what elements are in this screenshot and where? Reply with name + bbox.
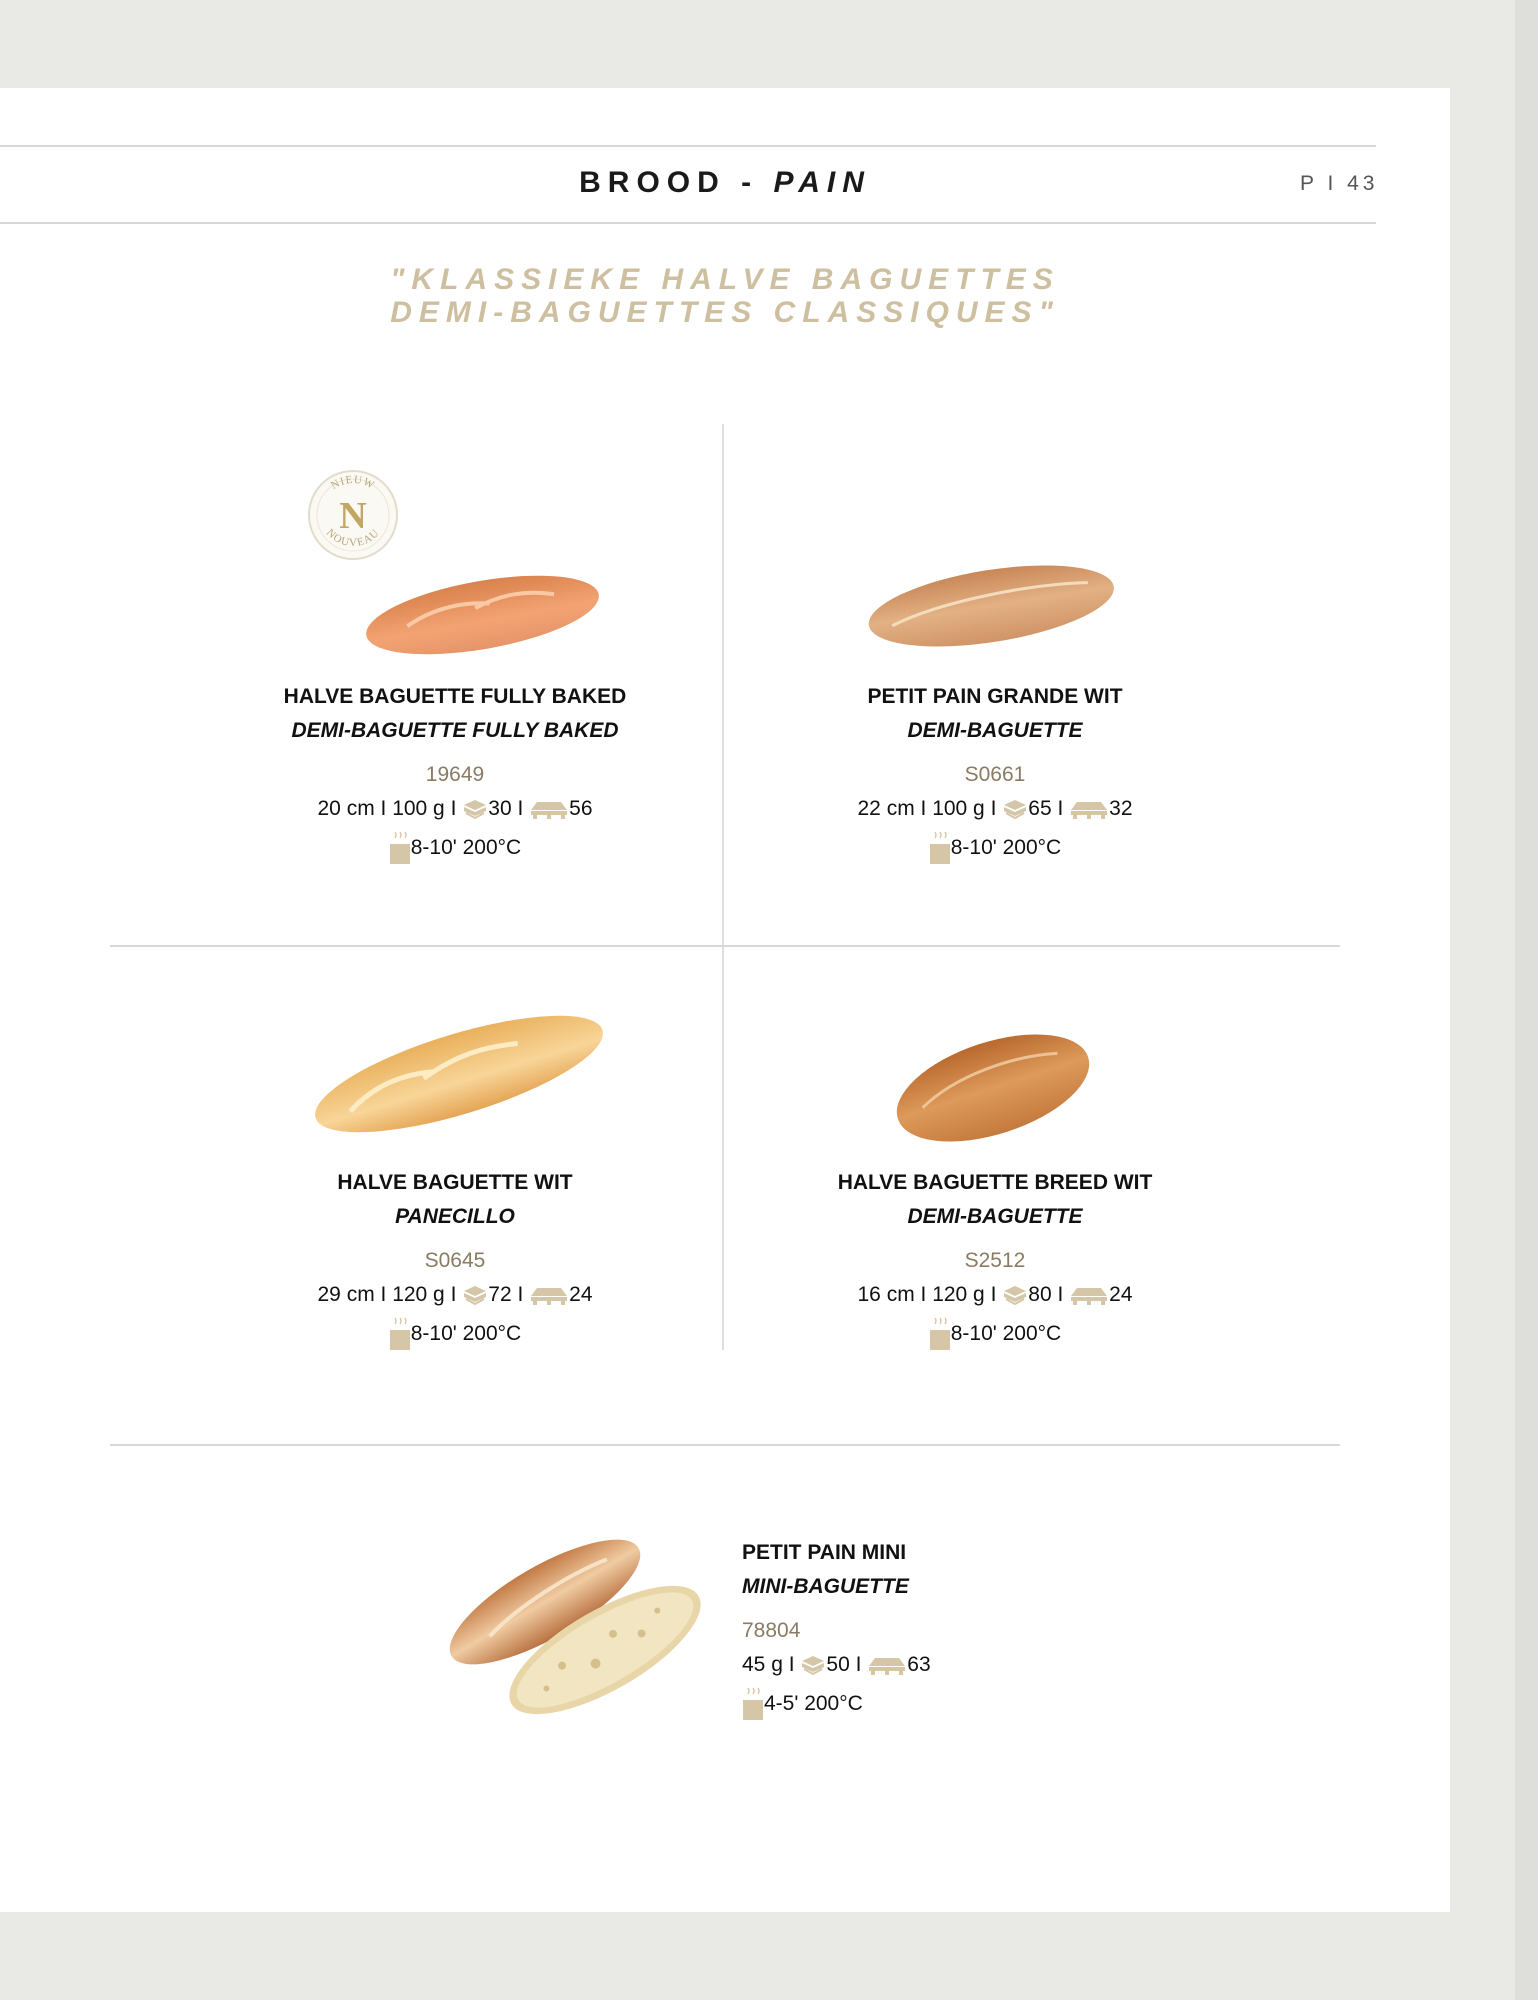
badge-top-text: NIEUW xyxy=(329,473,377,492)
product-size: 45 g I xyxy=(742,1653,795,1676)
box-icon xyxy=(1002,797,1028,821)
subtitle-line-2: DEMI-BAGUETTES CLASSIQUES" xyxy=(390,296,1060,329)
bake-time: 8-10' 200°C xyxy=(410,1322,522,1345)
product-card xyxy=(180,1166,730,1354)
page-number: P I 43 xyxy=(1300,172,1379,195)
product-name-fr: PANECILLO xyxy=(395,1205,515,1228)
box-icon xyxy=(800,1653,826,1677)
pallet-count: 56 xyxy=(569,797,593,820)
pallet-count: 32 xyxy=(1109,797,1133,820)
product-name-fr: MINI-BAGUETTE xyxy=(742,1575,909,1598)
pallet-count: 24 xyxy=(569,1283,593,1306)
oven-icon xyxy=(389,830,411,866)
box-count: 65 I xyxy=(1028,797,1064,820)
badge-bottom-text: NOUVEAU xyxy=(323,526,383,550)
subtitle-line-1: "KLASSIEKE HALVE BAGUETTES xyxy=(390,263,1060,296)
product-specs xyxy=(742,1646,1142,1684)
header-bottom-rule xyxy=(0,222,1376,224)
bread-image-4 xyxy=(890,1025,1096,1151)
product-specs xyxy=(180,790,730,828)
product-name: HALVE BAGUETTE BREED WIT xyxy=(837,1171,1153,1194)
product-code: 78804 xyxy=(742,1619,801,1642)
product-code: 19649 xyxy=(425,763,485,786)
product-size: 29 cm I 120 g I xyxy=(317,1283,457,1306)
product-size: 22 cm I 100 g I xyxy=(857,797,997,820)
product-specs xyxy=(720,790,1270,828)
bake-time: 8-10' 200°C xyxy=(410,836,522,859)
oven-icon xyxy=(389,1316,411,1352)
bake-time: 8-10' 200°C xyxy=(950,1322,1062,1345)
new-badge xyxy=(305,462,401,568)
product-name: PETIT PAIN MINI xyxy=(742,1541,907,1564)
product-code: S0645 xyxy=(424,1249,486,1272)
product-code: S0661 xyxy=(964,763,1026,786)
product-card xyxy=(180,680,730,868)
grid-row-divider-1 xyxy=(110,945,1340,947)
oven-icon xyxy=(929,1316,951,1352)
bake-time: 8-10' 200°C xyxy=(950,836,1062,859)
box-icon xyxy=(462,1283,488,1307)
bread-image-1 xyxy=(356,555,608,670)
product-bake xyxy=(742,1684,1142,1724)
box-count: 80 I xyxy=(1028,1283,1064,1306)
product-card xyxy=(742,1536,1142,1724)
product-specs xyxy=(720,1276,1270,1314)
product-name-fr: DEMI-BAGUETTE FULLY BAKED xyxy=(291,719,619,742)
product-card xyxy=(720,1166,1270,1354)
section-subtitle xyxy=(0,263,1450,329)
product-size: 20 cm I 100 g I xyxy=(317,797,457,820)
box-icon xyxy=(462,797,488,821)
grid-row-divider-2 xyxy=(110,1444,1340,1446)
pallet-count: 24 xyxy=(1109,1283,1133,1306)
pallet-icon xyxy=(867,1654,907,1676)
bread-image-3 xyxy=(304,998,614,1150)
catalog-page xyxy=(0,88,1450,1912)
pallet-icon xyxy=(1069,798,1109,820)
product-name: PETIT PAIN GRANDE WIT xyxy=(867,685,1123,708)
pallet-icon xyxy=(529,798,569,820)
pallet-icon xyxy=(1069,1284,1109,1306)
pallet-icon xyxy=(529,1284,569,1306)
product-bake xyxy=(720,1314,1270,1354)
product-name: HALVE BAGUETTE FULLY BAKED xyxy=(283,685,627,708)
product-bake xyxy=(720,828,1270,868)
badge-letter: N xyxy=(339,495,367,537)
box-count: 30 I xyxy=(488,797,524,820)
box-count: 50 I xyxy=(826,1653,862,1676)
product-size: 16 cm I 120 g I xyxy=(857,1283,997,1306)
box-count: 72 I xyxy=(488,1283,524,1306)
bread-image-5 xyxy=(440,1522,710,1732)
page-edge xyxy=(1515,0,1538,2000)
product-name: HALVE BAGUETTE WIT xyxy=(337,1171,573,1194)
product-name-fr: DEMI-BAGUETTE xyxy=(907,719,1083,742)
pallet-count: 63 xyxy=(907,1653,931,1676)
product-specs xyxy=(180,1276,730,1314)
page-title: BROOD - PAIN xyxy=(579,166,871,199)
product-card xyxy=(720,680,1270,868)
oven-icon xyxy=(742,1686,764,1722)
product-code: S2512 xyxy=(964,1249,1026,1272)
box-icon xyxy=(1002,1283,1028,1307)
product-bake xyxy=(180,828,730,868)
product-bake xyxy=(180,1314,730,1354)
oven-icon xyxy=(929,830,951,866)
bread-image-2 xyxy=(860,540,1122,668)
bake-time: 4-5' 200°C xyxy=(764,1692,863,1715)
product-name-fr: DEMI-BAGUETTE xyxy=(907,1205,1083,1228)
header-top-rule xyxy=(0,145,1376,147)
